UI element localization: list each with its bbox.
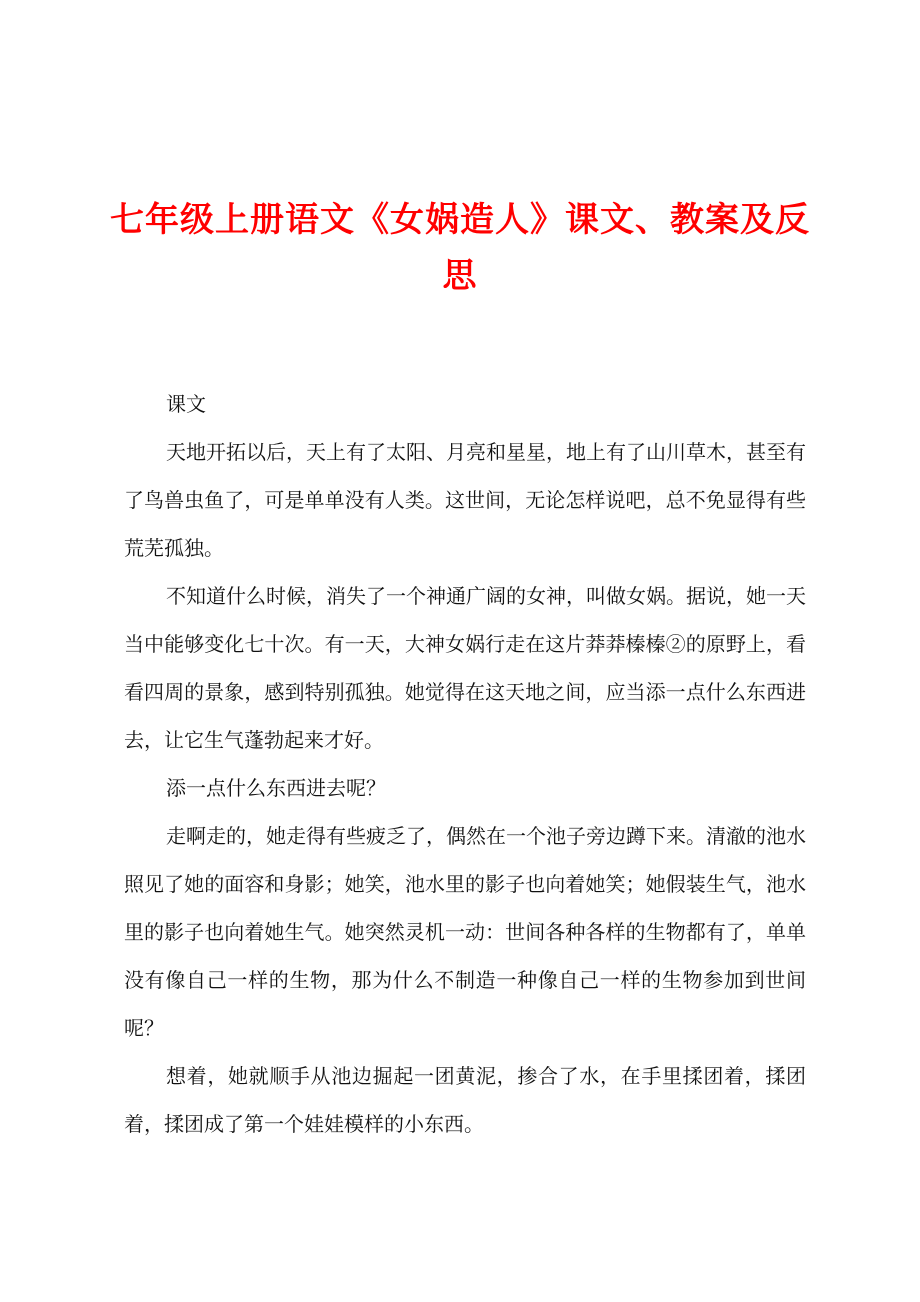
document-title: 七年级上册语文《女娲造人》课文、教案及反思 bbox=[110, 200, 810, 296]
paragraph-5: 想着，她就顺手从池边掘起一团黄泥，掺合了水，在手里揉团着，揉团着，揉团成了第一个娃娃模样的小东西。 bbox=[124, 1064, 806, 1136]
paragraph-3: 添一点什么东西进去呢？ bbox=[166, 776, 386, 800]
document-body bbox=[124, 380, 806, 1148]
paragraph-2: 不知道什么时候，消失了一个神通广阔的女神，叫做女娲。据说，她一天当中能够变化七十次。有一天，大神女娲行走在这片莽莽榛榛②的原野上，看看四周的景象，感到特别孤独。她觉得在这天地之间，应当添一点什么东西进去，让它生气蓬勃起来才好。 bbox=[124, 584, 806, 752]
paragraph-section-heading: 课文 bbox=[166, 392, 206, 416]
paragraph-1: 天地开拓以后，天上有了太阳、月亮和星星，地上有了山川草木，甚至有了鸟兽虫鱼了，可是单单没有人类。这世间，无论怎样说吧，总不免显得有些荒芜孤独。 bbox=[124, 440, 806, 560]
paragraph-4: 走啊走的，她走得有些疲乏了，偶然在一个池子旁边蹲下来。清澈的池水照见了她的面容和身影；她笑，池水里的影子也向着她笑；她假装生气，池水里的影子也向着她生气。她突然灵机一动：世间各种各样的生物都有了，单单没有像自己一样的生物，那为什么不制造一种像自己一样的生物参加到世间呢？ bbox=[124, 824, 806, 1040]
